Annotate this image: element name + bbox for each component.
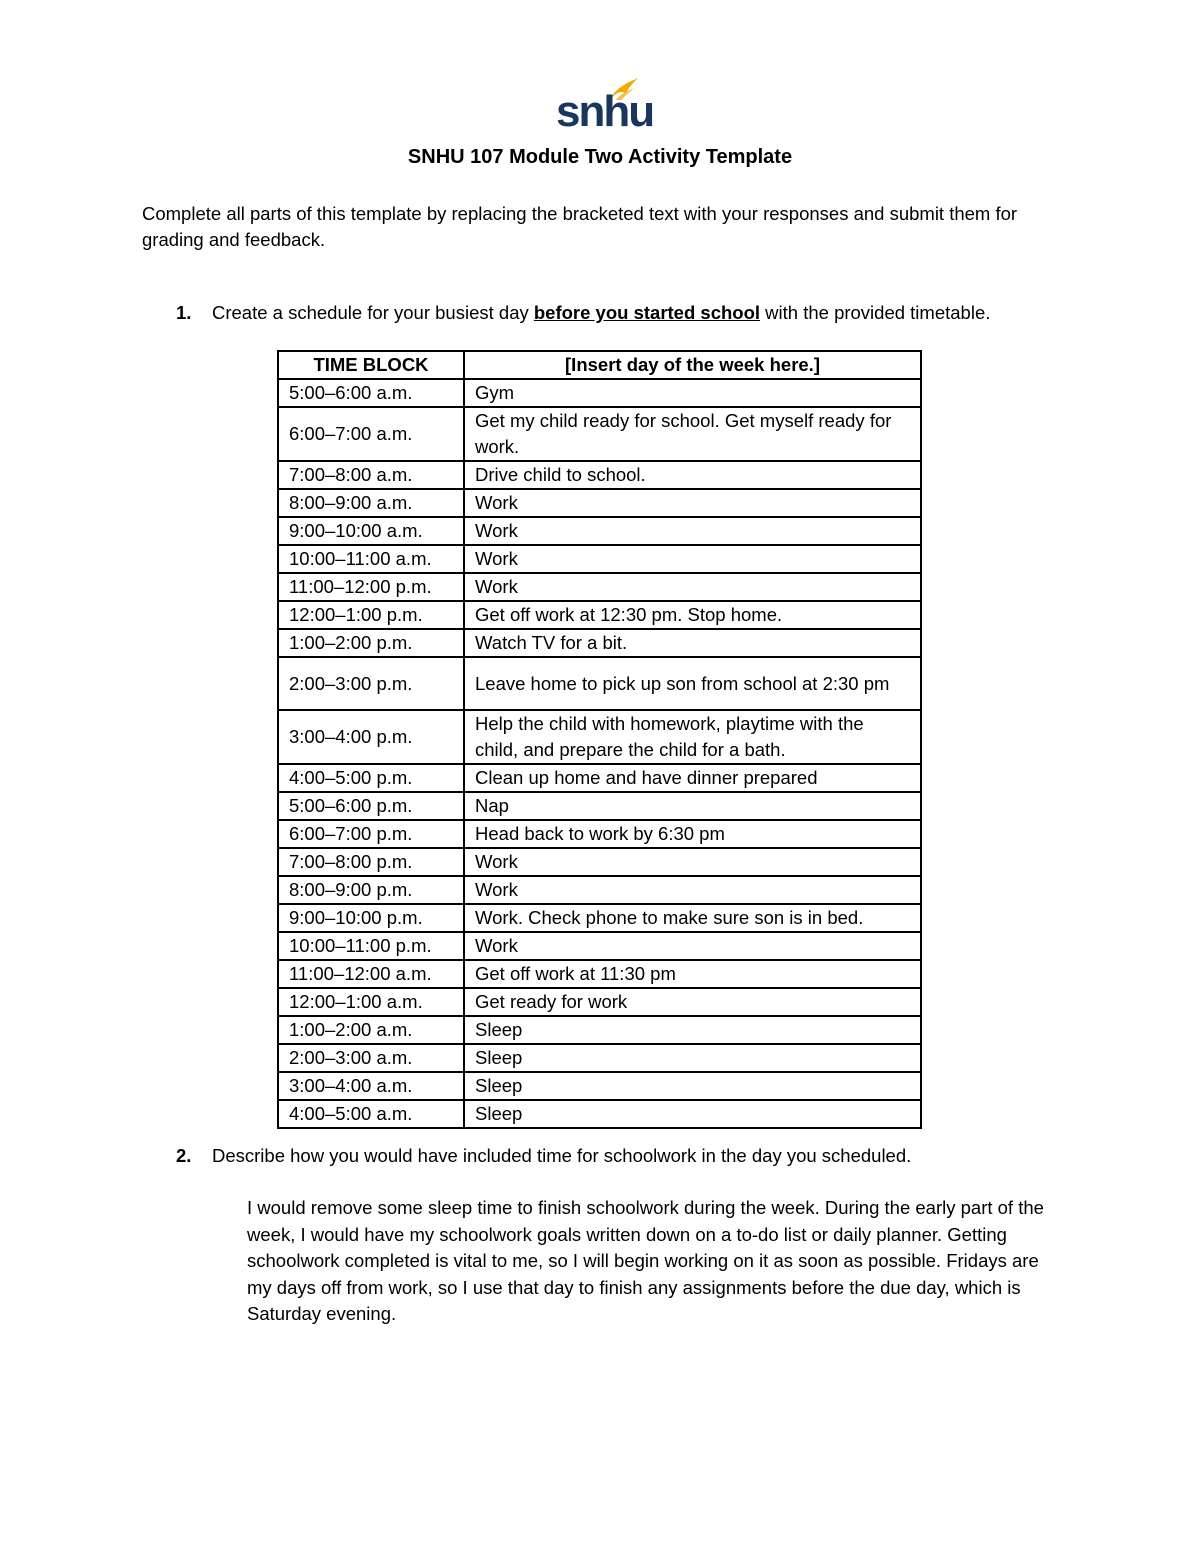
activity-cell[interactable]: Sleep	[464, 1044, 921, 1072]
logo-wordmark: snhu	[556, 87, 654, 136]
question-1-number: 1.	[176, 302, 192, 323]
activity-cell[interactable]: Watch TV for a bit.	[464, 629, 921, 657]
time-block-cell: 12:00–1:00 a.m.	[278, 988, 464, 1016]
activity-cell[interactable]: Work. Check phone to make sure son is in bed.	[464, 904, 921, 932]
activity-cell[interactable]: Work	[464, 489, 921, 517]
table-row	[278, 629, 921, 657]
table-row	[278, 820, 921, 848]
table-row	[278, 932, 921, 960]
activity-cell[interactable]: Nap	[464, 792, 921, 820]
time-block-cell: 10:00–11:00 a.m.	[278, 545, 464, 573]
time-block-cell: 1:00–2:00 a.m.	[278, 1016, 464, 1044]
activity-cell[interactable]: Get my child ready for school. Get myself ready for work.	[464, 407, 921, 461]
time-block-cell: 3:00–4:00 a.m.	[278, 1072, 464, 1100]
table-row	[278, 1016, 921, 1044]
table-row	[278, 379, 921, 407]
table-row	[278, 876, 921, 904]
activity-cell[interactable]: Clean up home and have dinner prepared	[464, 764, 921, 792]
time-block-cell: 11:00–12:00 p.m.	[278, 573, 464, 601]
activity-cell[interactable]: Work	[464, 876, 921, 904]
header-time-block: TIME BLOCK	[278, 351, 464, 379]
time-block-cell: 2:00–3:00 p.m.	[278, 657, 464, 710]
time-block-cell: 8:00–9:00 a.m.	[278, 489, 464, 517]
time-block-cell: 9:00–10:00 a.m.	[278, 517, 464, 545]
time-block-cell: 2:00–3:00 a.m.	[278, 1044, 464, 1072]
time-block-cell: 3:00–4:00 p.m.	[278, 710, 464, 764]
activity-cell[interactable]: Work	[464, 573, 921, 601]
activity-cell[interactable]: Head back to work by 6:30 pm	[464, 820, 921, 848]
table-row	[278, 489, 921, 517]
activity-cell[interactable]: Get off work at 12:30 pm. Stop home.	[464, 601, 921, 629]
time-block-cell: 8:00–9:00 p.m.	[278, 876, 464, 904]
activity-cell[interactable]: Work	[464, 848, 921, 876]
time-block-cell: 7:00–8:00 a.m.	[278, 461, 464, 489]
table-row	[278, 792, 921, 820]
table-row	[278, 1044, 921, 1072]
time-block-cell: 5:00–6:00 p.m.	[278, 792, 464, 820]
table-header-row	[278, 351, 921, 379]
activity-cell[interactable]: Work	[464, 545, 921, 573]
table-row	[278, 1072, 921, 1100]
table-row	[278, 545, 921, 573]
schedule-table	[277, 350, 922, 1129]
table-row	[278, 601, 921, 629]
time-block-cell: 4:00–5:00 p.m.	[278, 764, 464, 792]
table-row	[278, 960, 921, 988]
question-2-text: Describe how you would have included time for schoolwork in the day you scheduled.	[212, 1145, 912, 1166]
time-block-cell: 9:00–10:00 p.m.	[278, 904, 464, 932]
time-block-cell: 4:00–5:00 a.m.	[278, 1100, 464, 1128]
activity-cell[interactable]: Leave home to pick up son from school at 2:30 pm	[464, 657, 921, 710]
question-2-number: 2.	[176, 1145, 192, 1166]
question-2	[176, 1143, 911, 1169]
table-row	[278, 848, 921, 876]
time-block-cell: 5:00–6:00 a.m.	[278, 379, 464, 407]
header-day-of-week[interactable]: [Insert day of the week here.]	[464, 351, 921, 379]
question-1-text-start: Create a schedule for your busiest day	[212, 302, 534, 323]
activity-cell[interactable]: Drive child to school.	[464, 461, 921, 489]
time-block-cell: 12:00–1:00 p.m.	[278, 601, 464, 629]
table-row	[278, 461, 921, 489]
activity-cell[interactable]: Help the child with homework, playtime with the child, and prepare the child for a bath.	[464, 710, 921, 764]
snhu-logo	[556, 76, 654, 136]
activity-cell[interactable]: Sleep	[464, 1100, 921, 1128]
time-block-cell: 11:00–12:00 a.m.	[278, 960, 464, 988]
time-block-cell: 10:00–11:00 p.m.	[278, 932, 464, 960]
activity-cell[interactable]: Sleep	[464, 1072, 921, 1100]
time-block-cell: 1:00–2:00 p.m.	[278, 629, 464, 657]
table-row	[278, 407, 921, 461]
table-row	[278, 517, 921, 545]
question-1	[176, 300, 990, 326]
answer-paragraph[interactable]: I would remove some sleep time to finish schoolwork during the week. During the early part of the week, I would have my schoolwork goals written down on a to-do list or daily planner. Getting schoolwork completed is vital to me, so I will begin working on it as soon as possible. Fridays are my days off from work, so I use that day to finish any assignments before the due day, which is Saturday evening.	[247, 1197, 1044, 1324]
table-row	[278, 573, 921, 601]
table-row	[278, 657, 921, 710]
table-row	[278, 1100, 921, 1128]
activity-cell[interactable]: Get off work at 11:30 pm	[464, 960, 921, 988]
time-block-cell: 7:00–8:00 p.m.	[278, 848, 464, 876]
activity-cell[interactable]: Gym	[464, 379, 921, 407]
time-block-cell: 6:00–7:00 p.m.	[278, 820, 464, 848]
question-1-emphasis: before you started school	[533, 302, 761, 323]
activity-cell[interactable]: Work	[464, 932, 921, 960]
activity-cell[interactable]: Work	[464, 517, 921, 545]
instructions-paragraph: Complete all parts of this template by replacing the bracketed text with your responses and submit them for grading and feedback.	[142, 203, 1018, 250]
table-row	[278, 988, 921, 1016]
question-1-text-end: with the provided timetable.	[760, 302, 991, 323]
activity-cell[interactable]: Get ready for work	[464, 988, 921, 1016]
activity-cell[interactable]: Sleep	[464, 1016, 921, 1044]
table-row	[278, 710, 921, 764]
table-row	[278, 904, 921, 932]
page-title: SNHU 107 Module Two Activity Template	[407, 146, 793, 168]
table-row	[278, 764, 921, 792]
schedule-table-body	[278, 379, 921, 1128]
time-block-cell: 6:00–7:00 a.m.	[278, 407, 464, 461]
